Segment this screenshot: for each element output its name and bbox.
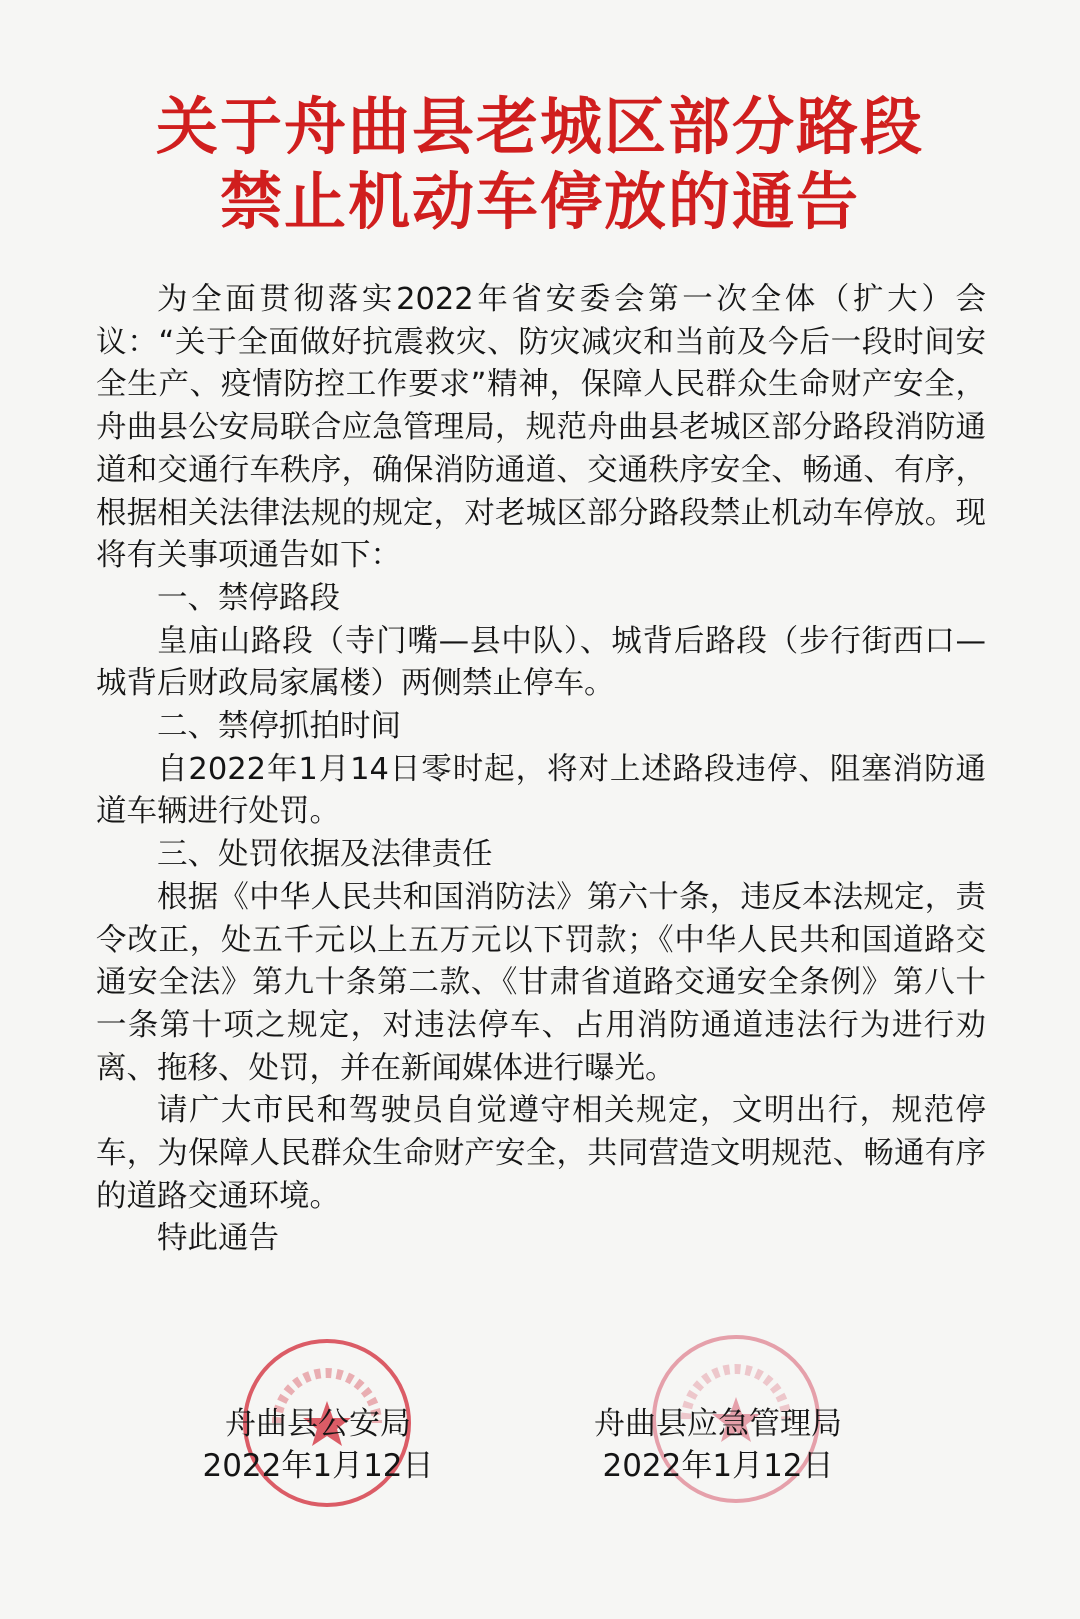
section-1-heading: 一、禁停路段 xyxy=(157,580,340,616)
section-1-text: 皇庙山路段（寺门嘴—县中队）、城背后路段（步行街西口—城背后财政局家属楼）两侧禁止停车。 xyxy=(96,623,986,702)
signature-date: 2022年1月12日 xyxy=(602,1448,834,1484)
signature-emergency-management xyxy=(570,1403,866,1487)
intro-paragraph: 为全面贯彻落实2022年省安委会第一次全体（扩大）会议：“关于全面做好抗震救灾、防灾减灾和当前及今后一段时间安全生产、疫情防控工作要求”精神，保障人民群众生命财产安全，舟曲县公安局联合应急管理局，规范舟曲县老城区部分路段消防通道和交通行车秩序，确保消防通道、交通秩序安全、畅通、有序，根据相关法律法规的规定，对老城区部分路段禁止机动车停放。现将有关事项通告如下： xyxy=(96,282,986,574)
signature-public-security xyxy=(186,1403,450,1487)
signature-date: 2022年1月12日 xyxy=(202,1448,434,1484)
section-3-text: 根据《中华人民共和国消防法》第六十条，违反本法规定，责令改正，处五千元以上五万元以下罚款；《中华人民共和国道路交通安全法》第九十条第二款、《甘肃省道路交通安全条例》第八十一条第十项之规定，对违法停车、占用消防通道违法行为进行劝离、拖移、处罚，并在新闻媒体进行曝光。 xyxy=(96,879,986,1086)
section-2-heading: 二、禁停抓拍时间 xyxy=(157,709,401,745)
signature-org: 舟曲县应急管理局 xyxy=(594,1406,842,1442)
notice-end: 特此通告 xyxy=(157,1221,279,1257)
notice-title-line-2: 禁止机动车停放的通告 xyxy=(219,165,860,238)
closing-paragraph: 请广大市民和驾驶员自觉遵守相关规定，文明出行，规范停车，为保障人民群众生命财产安全，共同营造文明规范、畅通有序的道路交通环境。 xyxy=(96,1093,986,1214)
notice-body xyxy=(96,279,986,1261)
section-2-text: 自2022年1月14日零时起，将对上述路段违停、阻塞消防通道车辆进行处罚。 xyxy=(96,751,986,830)
section-3-heading: 三、处罚依据及法律责任 xyxy=(157,837,493,873)
signature-org: 舟曲县公安局 xyxy=(225,1406,411,1442)
notice-title-line-1: 关于舟曲县老城区部分路段 xyxy=(155,90,924,163)
